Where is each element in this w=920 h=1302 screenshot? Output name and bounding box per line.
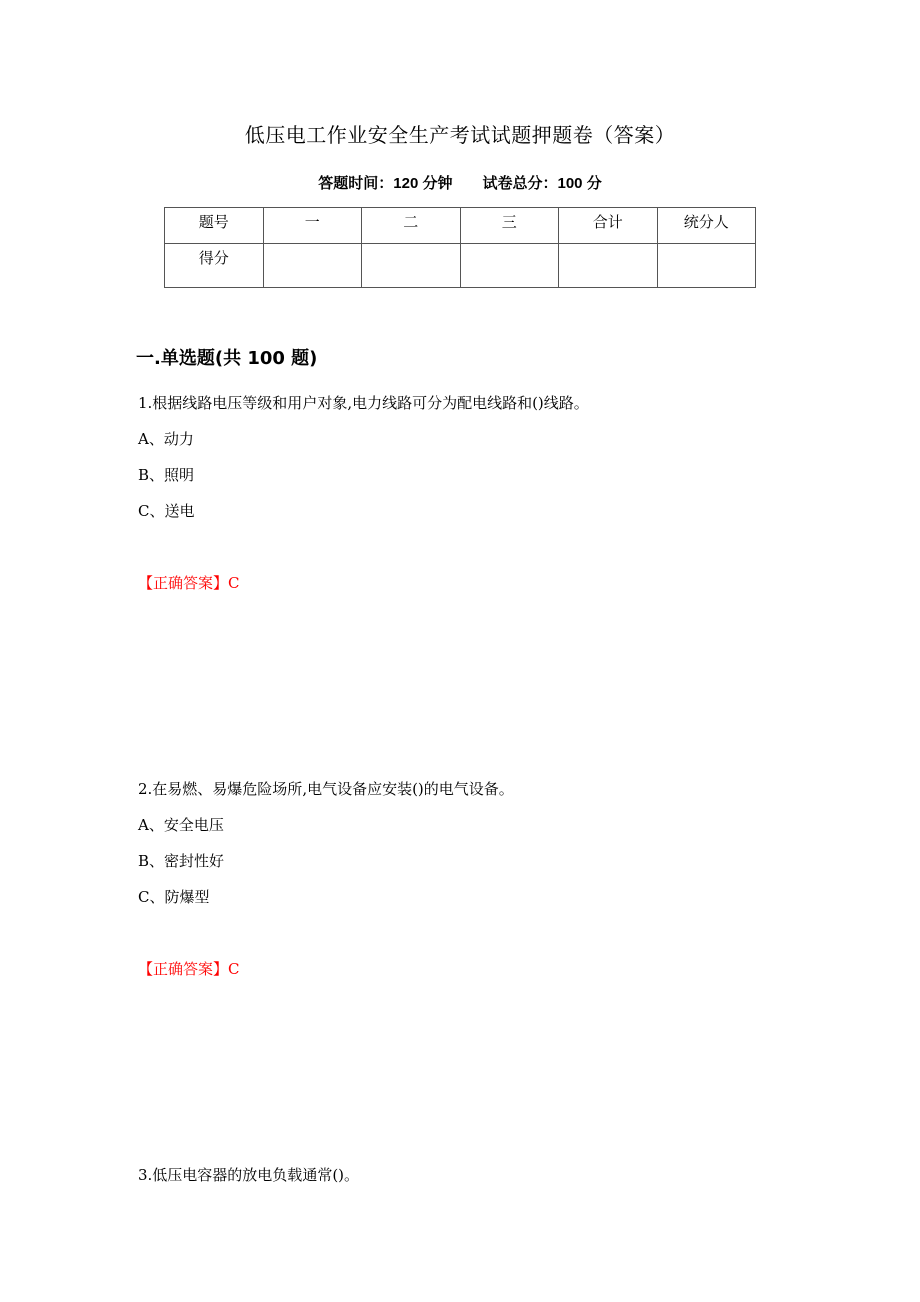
score-cell-part-2	[362, 244, 461, 288]
score-table-score-row	[165, 244, 756, 288]
question-1-answer: 【正确答案】C	[138, 574, 240, 592]
score-cell-part-3	[460, 244, 559, 288]
score-cell-grader	[657, 244, 756, 288]
score-table-header-row	[165, 208, 756, 244]
question-1-option-b: B、照明	[138, 466, 195, 484]
header-cell-part-2: 二	[362, 208, 461, 244]
exam-info	[0, 172, 920, 196]
header-cell-grader: 统分人	[657, 208, 756, 244]
exam-time: 答题时间：120 分钟	[318, 175, 453, 192]
header-cell-part-1: 一	[263, 208, 362, 244]
header-cell-part-3: 三	[460, 208, 559, 244]
score-cell-part-1	[263, 244, 362, 288]
question-3-stem: 3.低压电容器的放电负载通常()。	[138, 1166, 360, 1184]
question-1-option-a: A、动力	[138, 430, 194, 448]
header-cell-number: 题号	[165, 208, 264, 244]
question-2-option-a: A、安全电压	[138, 816, 224, 834]
question-1-stem: 1.根据线路电压等级和用户对象,电力线路可分为配电线路和()线路。	[138, 394, 589, 412]
score-row-label: 得分	[165, 244, 264, 288]
header-cell-total: 合计	[559, 208, 658, 244]
question-2-option-b: B、密封性好	[138, 852, 225, 870]
section-heading: 一.单选题(共 100 题)	[136, 348, 318, 369]
question-1-option-c: C、送电	[138, 502, 195, 520]
question-2-stem: 2.在易燃、易爆危险场所,电气设备应安装()的电气设备。	[138, 780, 514, 798]
document-title: 低压电工作业安全生产考试试题押题卷（答案）	[244, 123, 676, 147]
question-2-option-c: C、防爆型	[138, 888, 210, 906]
score-cell-total	[559, 244, 658, 288]
question-2-answer: 【正确答案】C	[138, 960, 240, 978]
score-table	[164, 207, 756, 288]
total-score: 试卷总分：100 分	[482, 175, 602, 192]
